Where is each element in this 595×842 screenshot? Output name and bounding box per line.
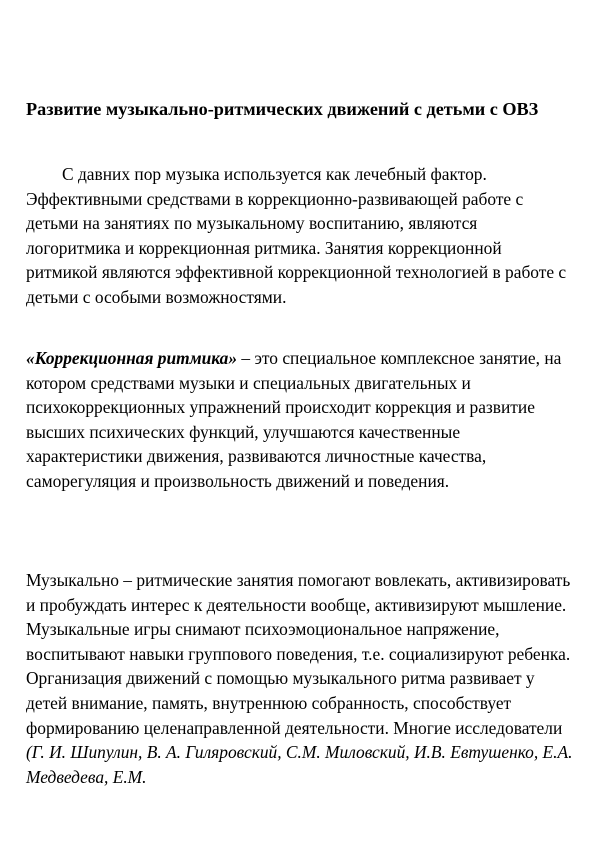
paragraph-definition — [26, 346, 574, 494]
benefits-text: Музыкально – ритмические занятия помогают вовлекать, активизировать и пробуждать интерес к деятельности вообще, активизируют мышление. Музыкальные игры снимают психоэмоциональное напряжение, воспитывают навыки группового поведения, т.е. социализируют ребенка. Организация движений с помощью музыкального ритма развивает у детей внимание, память, внутреннюю собранность, способствует формированию целенаправленной деятельности. Многие исследователи — [26, 570, 571, 738]
researchers-citation: (Г. И. Шипулин, В. А. Гиляровский, С.М. Миловский, И.В. Евтушенко, Е.А. Медведева, Е.М. — [26, 742, 573, 787]
paragraph-benefits — [26, 568, 574, 789]
definition-text: – это специальное комплексное занятие, на котором средствами музыки и специальных двигательных и психокоррекционных упражнений происходит коррекция и развитие высших психических функций, улучшаются качественные характеристики движения, развиваются личностные качества, саморегуляция и произвольность движений и поведения. — [26, 348, 562, 491]
page-title: Развитие музыкально-ритмических движений с детьми с ОВЗ — [26, 99, 539, 119]
defined-term: «Коррекционная ритмика» — [26, 348, 238, 368]
paragraph-intro: С давних пор музыка используется как лечебный фактор. Эффективными средствами в коррекционно-развивающей работе с детьми на занятиях по музыкальному воспитанию, являются логоритмика и коррекционная ритмика. Занятия коррекционной ритмикой являются эффективной коррекционной технологией в работе с детьми с особыми возможностями. — [26, 164, 567, 307]
